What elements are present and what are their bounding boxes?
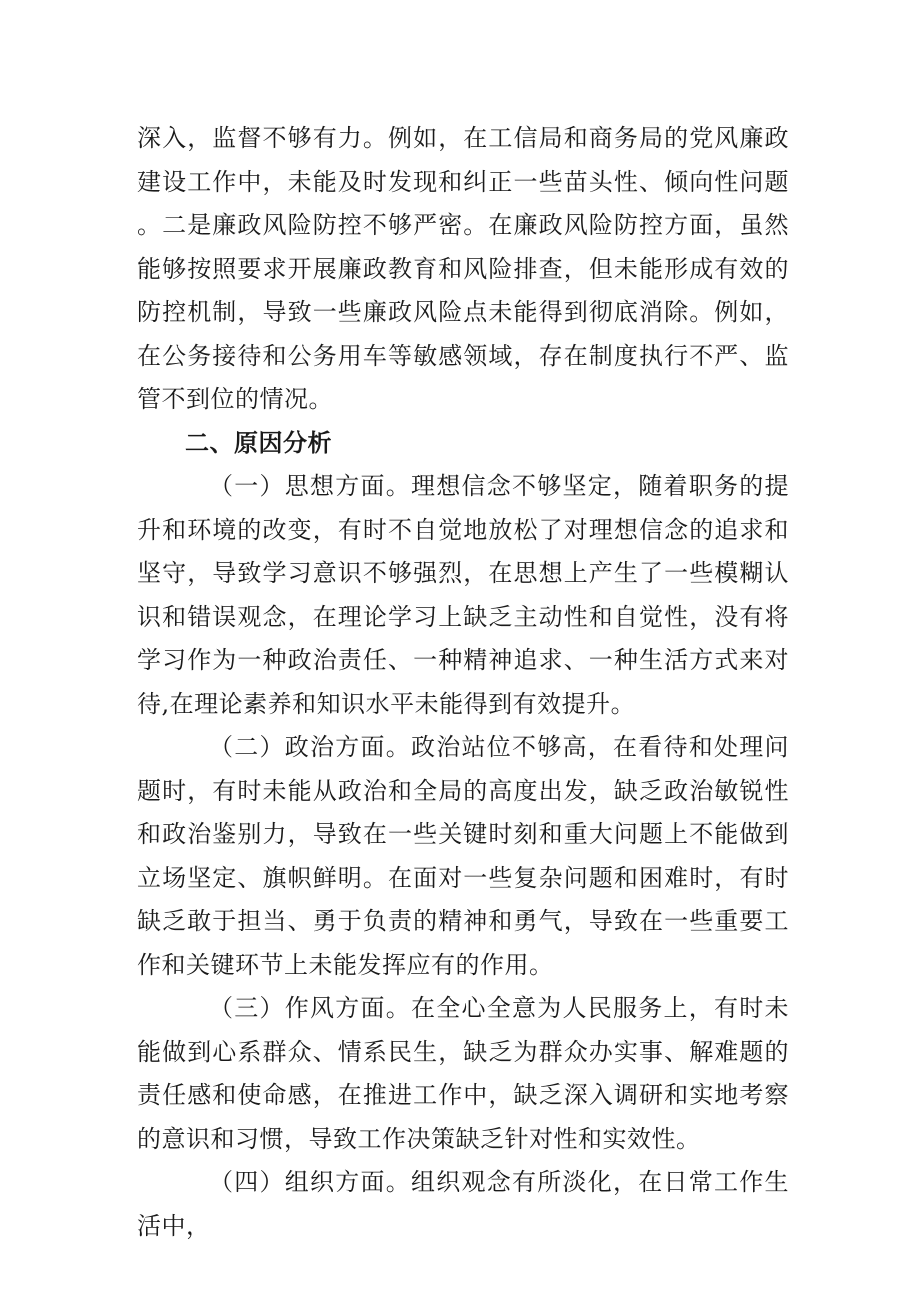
paragraph-politics: （二）政治方面。政治站位不够高，在看待和处理问题时，有时未能从政治和全局的高度出发，缺乏政治敏锐性和政治鉴别力，导致在一些关键时刻和重大问题上不能做到立场坚定、旗帜鲜明。在面对一些复杂问题和困难时，有时缺乏敢于担当、勇于负责的精神和勇气，导致在一些重要工作和关键环节上未能发挥应有的作用。 [137, 733, 789, 979]
paragraph-style: （三）作风方面。在全心全意为人民服务上，有时未能做到心系群众、情系民生，缺乏为群众办实事、解难题的责任感和使命感，在推进工作中，缺乏深入调研和实地考察的意识和习惯，导致工作决策缺乏针对性和实效性。 [137, 994, 789, 1153]
paragraph-thought: （一）思想方面。理想信念不够坚定，随着职务的提升和环境的改变，有时不自觉地放松了对理想信念的追求和坚守，导致学习意识不够强烈，在思想上产生了一些模糊认识和错误观念，在理论学习上缺乏主动性和自觉性，没有将学习作为一种政治责任、一种精神追求、一种生活方式来对待,在理论素养和知识水平未能得到有效提升。 [137, 472, 789, 718]
paragraph-organization: （四）组织方面。组织观念有所淡化，在日常工作生活中， [137, 1168, 789, 1240]
document-body [137, 117, 789, 1248]
continued-paragraph: 深入，监督不够有力。例如，在工信局和商务局的党风廉政建设工作中，未能及时发现和纠正一些苗头性、倾向性问题。二是廉政风险防控不够严密。在廉政风险防控方面，虽然能够按照要求开展廉政教育和风险排查，但未能形成有效的防控机制，导致一些廉政风险点未能得到彻底消除。例如，在公务接待和公务用车等敏感领域，存在制度执行不严、监管不到位的情况。 [137, 124, 789, 413]
section-heading-cause-analysis: 二、原因分析 [185, 428, 332, 457]
